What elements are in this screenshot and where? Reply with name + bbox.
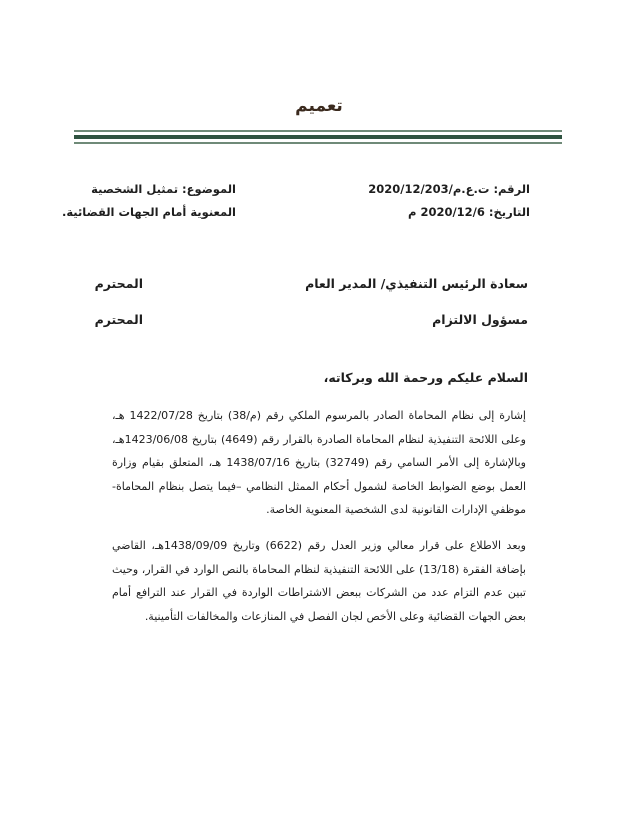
subject-line-2: المعنوية أمام الجهات القضائية. [61,205,236,219]
header-divider-middle [74,135,562,139]
paragraph-2: وبعد الاطلاع على قرار معالي وزير العدل رقم (6622) وتاريخ 1438/09/09هـ، القاضي بإضافة الفقرة (13/18) على اللائحة التنفيذية لنظام المحاماة بالنص الوارد في القرار، وحيث تبين عدم التزام عدد من الشركات ببعض الاشتراطات الواردة في القرار عند الترافع أمام بعض الجهات القضائية وعلى الأخص لجان الفصل في المنازعات والمخالفات التأمينية. [112,539,526,623]
header-divider-top [74,130,562,132]
recipient-honorific-2: المحترم [94,312,143,327]
paragraph-1: إشارة إلى نظام المحاماة الصادر بالمرسوم الملكي رقم (م/38) بتاريخ 1422/07/28 هـ، وعلى اللائحة التنفيذية لنظام المحاماة الصادرة بالقرار رقم (4649) بتاريخ 1423/06/08هـ، وبالإشارة إلى الأمر السامي رقم (32749) بتاريخ 1438/07/16 هـ، المتعلق بقيام وزارة العمل بوضع الضوابط الخاصة لشمول أحكام الممثل النظامي –فيما يتصل بنظام المحاماة- موظفي الإدارات القانونية لدى الشخصية المعنوية الخاصة. [112,409,526,516]
reference-number: الرقم: ت.ع.م/2020/12/203 [368,182,530,196]
greeting: السلام عليكم ورحمة الله وبركاته، [323,370,528,385]
recipient-name-2: مسؤول الالتزام [432,312,528,327]
document-title: تعميم [295,96,343,116]
subject-line-1: الموضوع: تمثيل الشخصية [91,182,236,196]
recipient-name-1: سعادة الرئيس التنفيذي/ المدير العام [305,276,528,291]
header-divider-bottom [74,142,562,144]
recipient-honorific-1: المحترم [94,276,143,291]
document-date: التاريخ: 2020/12/6 م [408,205,530,219]
